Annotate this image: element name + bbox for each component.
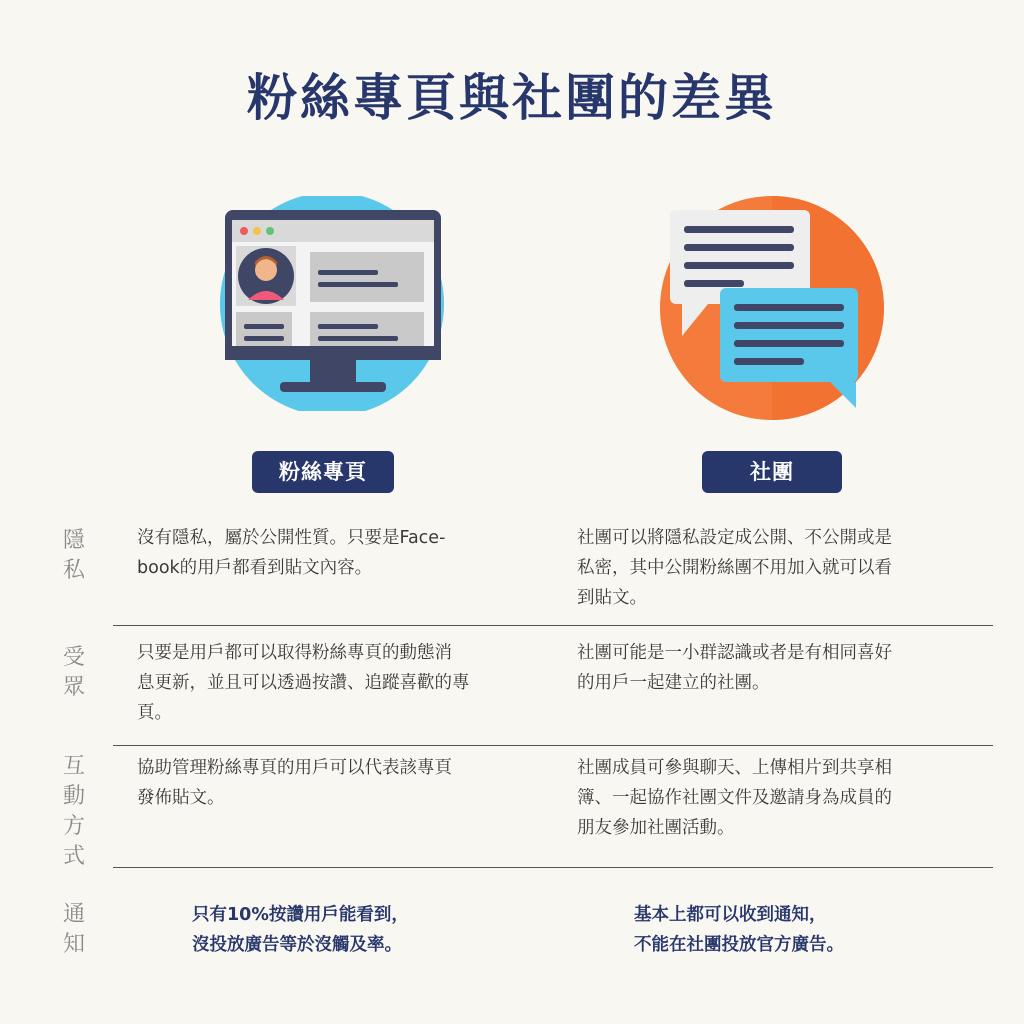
audience-fanpage-text: 只要是用戶都可以取得粉絲專頁的動態消 息更新，並且可以透過按讚、追蹤喜歡的專 頁。 — [137, 643, 470, 723]
computer-profile-icon — [220, 196, 450, 411]
group-column-badge: 社團 — [702, 451, 842, 493]
privacy-fanpage-text: 沒有隱私，屬於公開性質。只要是Face- book的用戶都看到貼文內容。 — [137, 528, 446, 578]
row-label-interaction: 互 動 方 式 — [62, 754, 85, 869]
row-label-audience: 受 眾 — [62, 645, 85, 700]
interaction-group-text: 社團成員可參與聊天、上傳相片到共享相 簿、一起協作社團文件及邀請身為成員的 朋友參加社團活動。 — [577, 758, 892, 838]
page-title: 粉絲專頁與社團的差異 — [247, 69, 777, 127]
row-label-privacy: 隱 私 — [62, 528, 85, 583]
chat-bubbles-icon — [660, 196, 890, 421]
notification-group-text: 基本上都可以收到通知， 不能在社團投放官方廣告。 — [634, 905, 844, 955]
notification-fanpage-text: 只有10%按讚用戶能看到， 沒投放廣告等於沒觸及率。 — [192, 905, 409, 955]
row-label-notification: 通 知 — [62, 902, 85, 957]
fanpage-column-badge: 粉絲專頁 — [252, 451, 394, 493]
row-divider — [113, 867, 993, 868]
privacy-group-text: 社團可以將隱私設定成公開、不公開或是 私密，其中公開粉絲團不用加入就可以看 到貼文。 — [577, 528, 892, 608]
interaction-fanpage-text: 協助管理粉絲專頁的用戶可以代表該專頁 發佈貼文。 — [137, 758, 452, 808]
row-divider — [113, 745, 993, 746]
row-divider — [113, 625, 993, 626]
audience-group-text: 社團可能是一小群認識或者是有相同喜好 的用戶一起建立的社團。 — [577, 643, 892, 693]
